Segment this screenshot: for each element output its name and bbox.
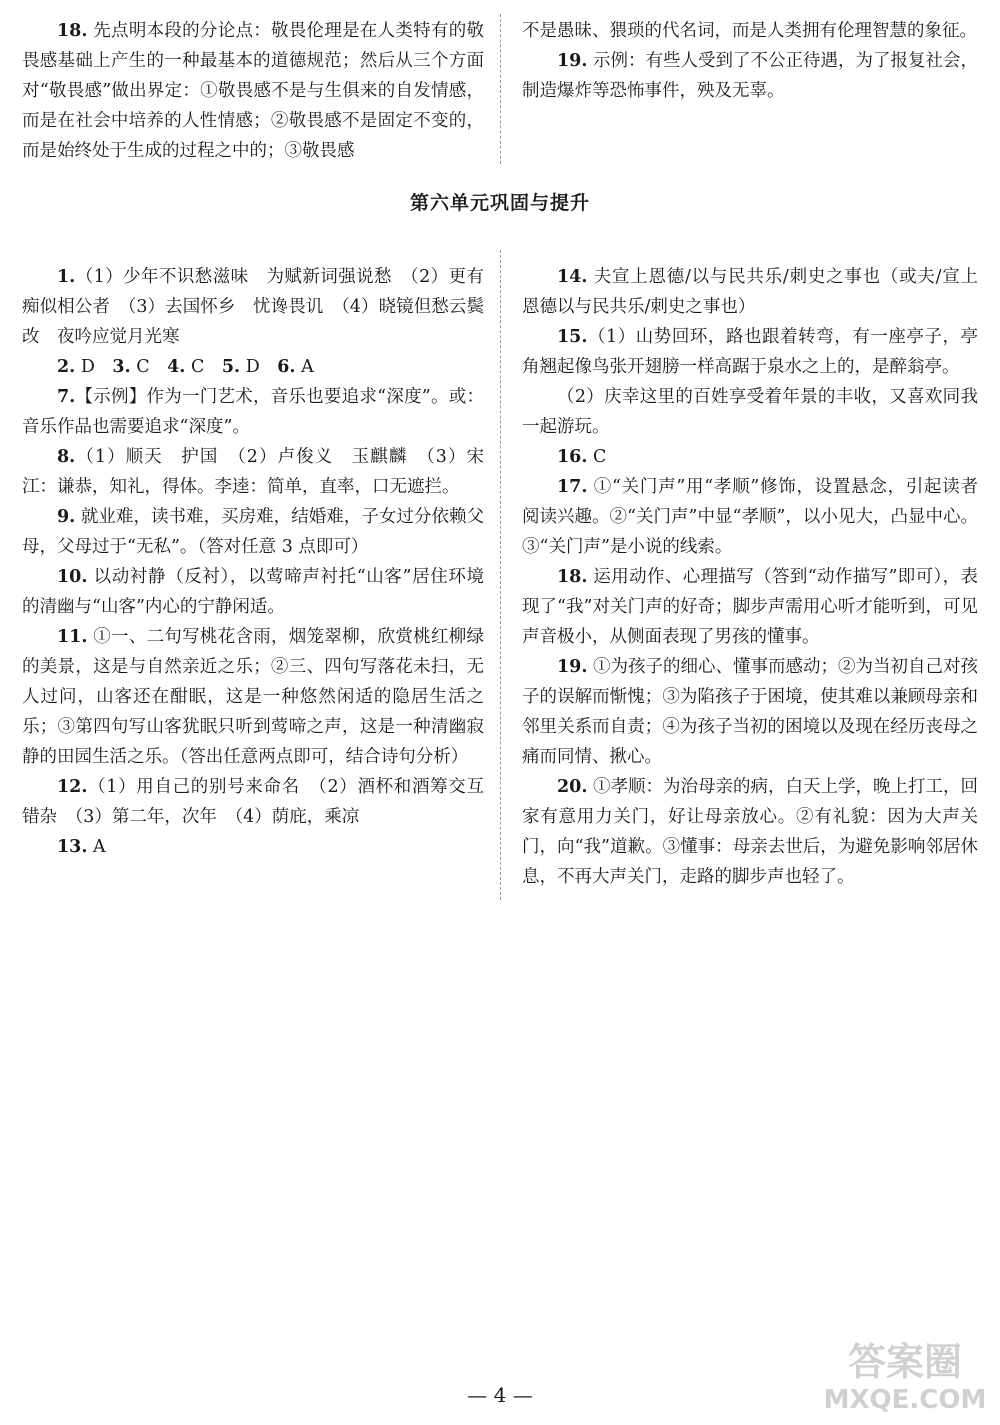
answer-number: 13. <box>57 837 88 857</box>
column-divider-bottom <box>500 250 501 900</box>
answer-number: 3. <box>112 357 131 377</box>
answer-item <box>22 352 484 382</box>
answer-text: A <box>87 837 106 857</box>
answer-number: 19. <box>557 657 588 677</box>
answer-item <box>22 772 484 832</box>
answer-number: 5. <box>221 357 241 377</box>
answer-number: 19. <box>557 51 588 71</box>
answer-item <box>22 832 484 862</box>
answer-number: 6. <box>277 357 296 377</box>
answer-number: 20. <box>557 777 588 797</box>
answer-number: 18. <box>557 567 588 587</box>
answer-number: 11. <box>57 627 88 647</box>
answer-number: 10. <box>57 567 88 587</box>
answer-number: 7. <box>57 387 76 407</box>
answer-text: （1）山势回环，路也跟着转弯，有一座亭子，亭角翘起像鸟张开翅膀一样高踞于泉水之上的，是醉翁亭。 <box>522 327 978 377</box>
answer-item <box>22 442 484 502</box>
svg-text:答案圈: 答案圈 <box>847 1340 963 1384</box>
answer-text: ①“关门声”用“孝顺”修饰，设置悬念，引起读者阅读兴趣。②“关门声”中显“孝顺”，以小见大，凸显中心。③“关门声”是小说的线索。 <box>522 477 978 557</box>
answer-number: 16. <box>557 447 588 467</box>
answer-item <box>522 262 978 322</box>
answer-number: 18. <box>57 21 88 41</box>
answer-text: ①为孩子的细心、懂事而感动；②为当初自己对孩子的误解而惭愧；③为陷孩子于困境，使其难以兼顾母亲和邻里关系而自责；④为孩子当初的困境以及现在经历丧母之痛而同情、揪心。 <box>522 657 979 767</box>
answer-text: 先点明本段的分论点：敬畏伦理是在人类特有的敬畏感基础上产生的一种最基本的道德规范；然后从三个方面对“敬畏感”做出界定：①敬畏感不是与生俱来的自发情感，而是在社会中培养的人性情感；②敬畏感不是固定不变的，而是始终处于生成的过程之中的；③敬畏感 <box>22 21 484 161</box>
bottom-right-column <box>522 262 978 892</box>
column-divider-top <box>500 14 501 164</box>
answer-text: C <box>185 357 222 377</box>
answer-item <box>522 772 978 892</box>
answer-text: C <box>587 447 607 467</box>
top-left-column <box>22 16 484 166</box>
top-right-column <box>522 16 978 106</box>
answer-number: 14. <box>557 267 588 287</box>
answer-text: D <box>75 357 113 377</box>
answer-text: C <box>130 357 168 377</box>
answer-number: 1. <box>57 267 76 287</box>
answer-number: 2. <box>57 357 76 377</box>
answer-text: ①孝顺：为治母亲的病，白天上学，晚上打工，回家有意用力关门，好让母亲放心。②有礼貌：因为大声关门，向“我”道歉。③懂事：母亲去世后，为避免影响邻居休息，不再大声关门，走路的脚步声也轻了。 <box>522 777 979 887</box>
answer-text: D <box>240 357 278 377</box>
answer-number: 17. <box>557 477 588 497</box>
svg-text:MXQE.COM: MXQE.COM <box>823 1385 987 1415</box>
answer-text: 夫宣上恩德/以与民共乐/刺史之事也（或夫/宣上恩德以与民共乐/刺史之事也） <box>522 267 978 317</box>
answer-number: 9. <box>57 507 76 527</box>
answer-item <box>22 562 484 622</box>
continuation-text: 不是愚昧、猥琐的代名词，而是人类拥有伦理智慧的象征。 <box>522 21 977 41</box>
answer-item <box>522 382 978 442</box>
answer-item <box>22 622 484 772</box>
answer-number: 8. <box>57 447 76 467</box>
answer-item <box>522 322 978 382</box>
answer-text: （2）庆幸这里的百姓享受着年景的丰收，又喜欢同我一起游玩。 <box>522 387 978 437</box>
answer-text: A <box>295 357 314 377</box>
answer-item <box>22 382 484 442</box>
answer-text: 就业难，读书难，买房难，结婚难，子女过分依赖父母，父母过于“无私”。（答对任意 3 点即可） <box>22 507 484 557</box>
answer-item <box>22 502 484 562</box>
answer-text: 以动衬静（反衬），以莺啼声衬托“山客”居住环境的清幽与“山客”内心的宁静闲适。 <box>22 567 484 617</box>
answer-item <box>522 442 978 472</box>
section-title: 第六单元巩固与提升 <box>409 192 590 214</box>
answer-text: 示例：有些人受到了不公正待遇，为了报复社会，制造爆炸等恐怖事件，殃及无辜。 <box>522 51 979 101</box>
answer-item <box>522 562 978 652</box>
answer-text: 【示例】作为一门艺术，音乐也要追求“深度”。或：音乐作品也需要追求“深度”。 <box>22 387 484 437</box>
answer-item <box>22 16 484 166</box>
page-number: — 4 — <box>467 1383 533 1407</box>
answer-number: 15. <box>557 327 588 347</box>
answer-number: 4. <box>167 357 186 377</box>
answer-item <box>522 46 978 106</box>
watermark-logo <box>820 1330 990 1415</box>
answer-text: （1）顺天 护国 （2）卢俊义 玉麒麟 （3）宋江：谦恭，知礼，得体。李逵：简单，直率，口无遮拦。 <box>22 447 484 497</box>
answer-text: ①一、二句写桃花含雨，烟笼翠柳，欣赏桃红柳绿的美景，这是与自然亲近之乐；②三、四句写落花未扫，无人过问，山客还在酣眠，这是一种悠然闲适的隐居生活之乐；③第四句写山客犹眠只听到莺啼之声，这是一种清幽寂静的田园生活之乐。（答出任意两点即可，结合诗句分析） <box>22 627 484 767</box>
answer-item <box>522 472 978 562</box>
bottom-left-column <box>22 262 484 862</box>
answer-text: （1）用自己的别号来命名 （2）酒杯和酒筹交互错杂 （3）第二年，次年 （4）荫庇，乘凉 <box>22 777 484 827</box>
answer-text: （1）少年不识愁滋味 为赋新词强说愁 （2）更有痴似相公者 （3）去国怀乡 忧谗畏讥 （4）晓镜但愁云鬓改 夜吟应觉月光寒 <box>22 267 484 347</box>
answer-item <box>22 262 484 352</box>
answer-item <box>522 652 978 772</box>
answer-text: 运用动作、心理描写（答到“动作描写”即可），表现了“我”对关门声的好奇；脚步声需用心听才能听到，可见声音极小，从侧面表现了男孩的懂事。 <box>522 567 978 647</box>
answer-number: 12. <box>57 777 88 797</box>
